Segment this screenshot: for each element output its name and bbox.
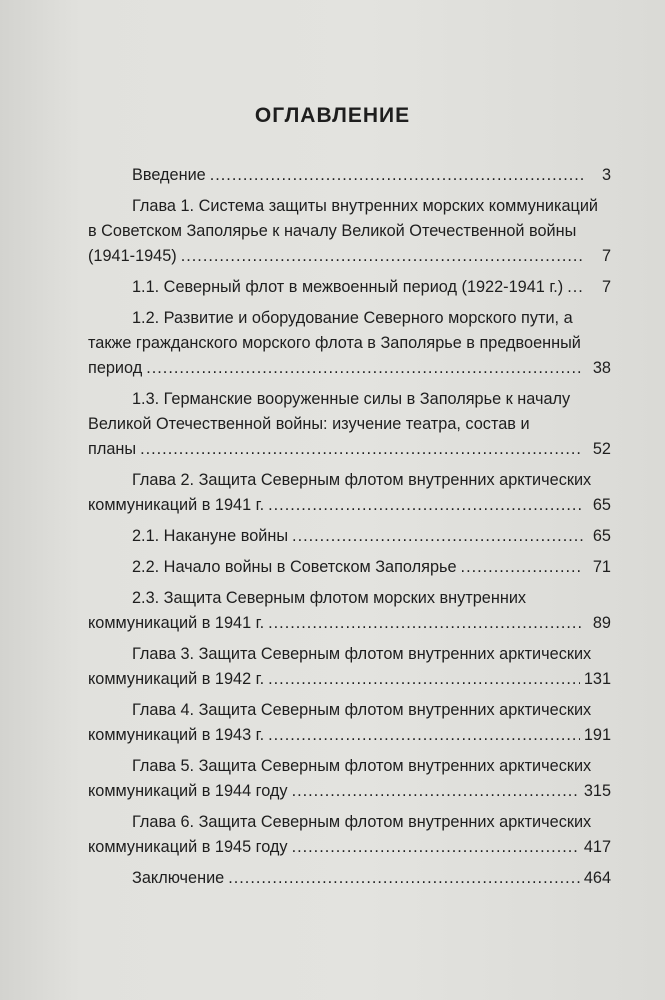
toc-entry-conclusion[interactable]	[88, 866, 611, 891]
table-of-contents	[88, 163, 611, 897]
dot-leader	[228, 866, 580, 891]
dot-leader	[292, 779, 580, 804]
toc-entry-title: Глава 6. Защита Северным флотом внутренних арктических	[132, 813, 592, 831]
toc-entry-title-end: коммуникаций в 1941 г.	[88, 614, 265, 632]
dot-leader	[268, 667, 580, 692]
toc-entry-title-end: (1941-1945)	[88, 247, 177, 265]
toc-entry-title: 2.1. Накануне войны	[132, 527, 289, 545]
toc-entry-chapter-2[interactable]	[88, 468, 611, 518]
toc-entry-row	[88, 779, 611, 804]
dot-leader	[567, 275, 583, 300]
dot-leader	[461, 555, 583, 580]
toc-page-number: 52	[592, 440, 611, 458]
dot-leader	[292, 524, 583, 549]
toc-page-number: 191	[583, 726, 611, 744]
toc-entry-title-continued: также гражданского морского флота в Заполярье в предвоенный	[88, 334, 581, 352]
toc-entry-section-2-3[interactable]	[88, 586, 611, 636]
toc-entry-title: Введение	[132, 166, 206, 184]
toc-entry-row	[88, 723, 611, 748]
toc-entry-title-end: коммуникаций в 1945 году	[88, 838, 288, 856]
toc-entry-row	[88, 866, 611, 891]
dot-leader	[268, 723, 580, 748]
toc-entry-row	[88, 493, 611, 518]
dot-leader	[292, 835, 580, 860]
toc-entry-row	[88, 667, 611, 692]
dot-leader	[146, 356, 583, 381]
toc-entry-title-continued: в Советском Заполярье к началу Великой Отечественной войны	[88, 222, 577, 240]
dot-leader	[181, 244, 583, 269]
toc-page-number: 7	[601, 247, 611, 265]
toc-entry-title: 1.3. Германские вооруженные силы в Заполярье к началу	[132, 390, 571, 408]
toc-entry-row	[88, 163, 611, 188]
toc-entry-chapter-3[interactable]	[88, 642, 611, 692]
toc-entry-row	[88, 524, 611, 549]
page-title: ОГЛАВЛЕНИЕ	[254, 104, 411, 127]
toc-entry-title-end: коммуникаций в 1942 г.	[88, 670, 265, 688]
toc-entry-title-end: коммуникаций в 1941 г.	[88, 496, 265, 514]
toc-entry-row	[88, 275, 611, 300]
toc-entry-title-end: планы	[88, 440, 137, 458]
toc-entry-title-end: коммуникаций в 1943 г.	[88, 726, 265, 744]
toc-entry-section-1-3[interactable]	[88, 387, 611, 462]
toc-entry-title: 2.2. Начало войны в Советском Заполярье	[132, 558, 457, 576]
toc-entry-title: Глава 1. Система защиты внутренних морских коммуникаций	[132, 197, 599, 215]
toc-page-number: 315	[583, 782, 611, 800]
toc-entry-title: Глава 4. Защита Северным флотом внутренних арктических	[132, 701, 592, 719]
toc-entry-title: Заключение	[132, 869, 225, 887]
toc-entry-title: Глава 3. Защита Северным флотом внутренних арктических	[132, 645, 592, 663]
toc-entry-row	[88, 244, 611, 269]
dot-leader	[268, 493, 583, 518]
toc-page-number: 65	[592, 527, 611, 545]
toc-entry-row	[88, 611, 611, 636]
toc-entry-section-2-1[interactable]	[88, 524, 611, 549]
toc-entry-chapter-6[interactable]	[88, 810, 611, 860]
toc-entry-title: Глава 5. Защита Северным флотом внутренних арктических	[132, 757, 592, 775]
toc-page-number: 65	[592, 496, 611, 514]
toc-entry-chapter-1[interactable]	[88, 194, 611, 269]
toc-entry-chapter-4[interactable]	[88, 698, 611, 748]
toc-page-number: 3	[601, 166, 611, 184]
dot-leader	[268, 611, 583, 636]
toc-page-number: 464	[583, 869, 611, 887]
toc-entry-section-2-2[interactable]	[88, 555, 611, 580]
toc-entry-section-1-2[interactable]	[88, 306, 611, 381]
toc-entry-title: 2.3. Защита Северным флотом морских внутренних	[132, 589, 527, 607]
toc-entry-section-1-1[interactable]	[88, 275, 611, 300]
toc-page-number: 89	[592, 614, 611, 632]
toc-entry-row	[88, 555, 611, 580]
toc-entry-title: 1.2. Развитие и оборудование Северного морского пути, а	[132, 309, 573, 327]
toc-entry-title-end: коммуникаций в 1944 году	[88, 782, 288, 800]
dot-leader	[210, 163, 583, 188]
toc-page-number: 38	[592, 359, 611, 377]
toc-entry-chapter-5[interactable]	[88, 754, 611, 804]
toc-entry-row	[88, 835, 611, 860]
toc-entry-title-continued: Великой Отечественной войны: изучение театра, состав и	[88, 415, 530, 433]
toc-page-number: 417	[583, 838, 611, 856]
toc-page-number: 7	[601, 278, 611, 296]
toc-entry-introduction[interactable]	[88, 163, 611, 188]
toc-entry-row	[88, 437, 611, 462]
toc-entry-title: Глава 2. Защита Северным флотом внутренних арктических	[132, 471, 592, 489]
dot-leader	[140, 437, 583, 462]
toc-page-number: 131	[583, 670, 611, 688]
toc-entry-title: 1.1. Северный флот в межвоенный период (1922-1941 г.)	[132, 278, 564, 296]
toc-entry-title-end: период	[88, 359, 143, 377]
toc-page-number: 71	[592, 558, 611, 576]
toc-entry-row	[88, 356, 611, 381]
